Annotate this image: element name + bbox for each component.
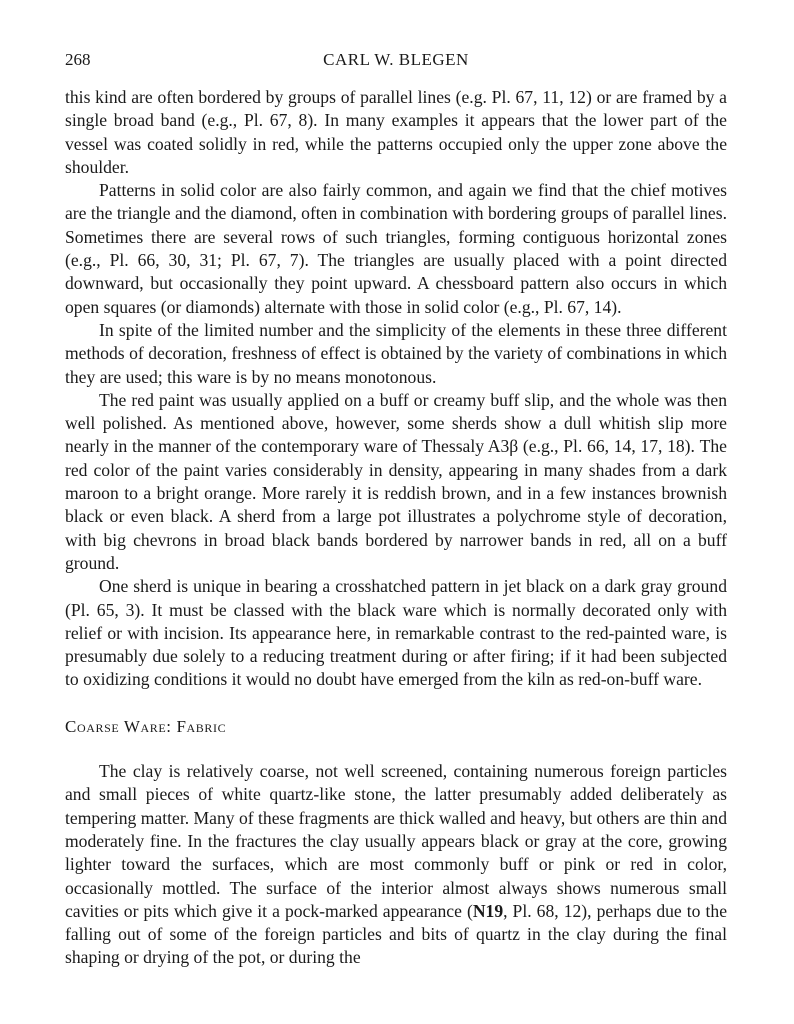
paragraph-coarse-ware-fabric xyxy=(65,760,727,970)
paragraph-solid-color-patterns: Patterns in solid color are also fairly common, and again we find that the chief motives are the triangle and the diamond, often in combination with bordering groups of parallel lines. Sometimes there are several rows of such triangles, forming contiguous horizontal zones (e.g., Pl. 66, 30, 31; Pl. 67, 7). The triangles are usually placed with a point directed downward, but occasionally they point upward. A chessboard pattern also occurs in which open squares (or diamonds) alternate with those in solid color (e.g., Pl. 67, 14). xyxy=(65,180,727,317)
fabric-text-end: , Pl. 68, 12), perhaps due to the falling out of some of the foreign particles and bits of quartz in the clay during the final shaping or drying of the pot, or during the xyxy=(65,900,728,968)
paragraph-unique-sherd: One sherd is unique in bearing a crosshatched pattern in jet black on a dark gray ground (Pl. 65, 3). It must be classed with the black ware which is normally decorated only with relief or with incision. Its appearance here, in remarkable contrast to the red-painted ware, is presumably due solely to a reducing treatment during or after firing; if it had been subjected to oxidizing conditions it would no doubt have emerged from the kiln as red-on-buff ware. xyxy=(65,576,727,690)
paragraph-red-paint: The red paint was usually applied on a buff or creamy buff slip, and the whole was then well polished. As mentioned above, however, some sherds show a dull whitish slip more nearly in the manner of the contemporary ware of Thessaly A3β (e.g., Pl. 66, 14, 17, 18). The red color of the paint varies considerably in density, appearing in many shades from a dark maroon to a bright orange. More rarely it is reddish brown, and in a few instances brownish black or even black. A sherd from a large pot illustrates a polychrome style of decoration, with big chevrons in broad black bands bordered by narrower bands in red, all on a buff ground. xyxy=(65,389,727,573)
body-text xyxy=(65,86,727,970)
paragraph-continuation: this kind are often bordered by groups of parallel lines (e.g. Pl. 67, 11, 12) or are framed by a single broad band (e.g., Pl. 67, 8). In many examples it appears that the lower part of the vessel was coated solidly in red, while the patterns occupied only the upper zone above the shoulder. xyxy=(65,87,727,177)
paragraph-freshness-of-effect: In spite of the limited number and the simplicity of the elements in these three different methods of decoration, freshness of effect is obtained by the variety of combinations in which they are used; this ware is by no means monotonous. xyxy=(65,319,727,387)
running-head xyxy=(65,50,727,74)
fabric-text-start: The clay is relatively coarse, not well screened, containing numerous foreign particles and small pieces of white quartz-like stone, the latter presumably added deliberately as tempering matter. Many of these fragments are thick walled and heavy, but others are thin and moderately fine. In the fractures the clay usually appears black or gray at the core, growing lighter toward the surfaces, which are most commonly buff or pink or red in color, occasionally mottled. The surface of the interior almost always shows numerous small cavities or pits which give it a pock-marked appearance ( xyxy=(65,761,727,921)
running-title: CARL W. BLEGEN xyxy=(323,50,469,69)
page-number: 268 xyxy=(65,50,91,69)
specimen-reference: N19 xyxy=(472,900,504,921)
section-heading: Coarse Ware: Fabric xyxy=(65,716,227,736)
